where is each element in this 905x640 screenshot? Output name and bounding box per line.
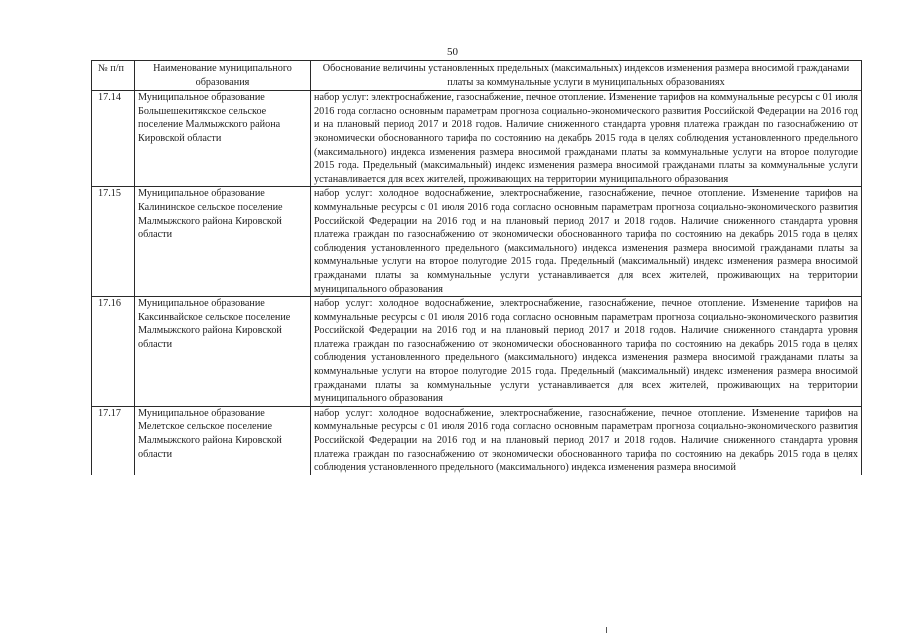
tariff-index-table <box>91 60 862 475</box>
header-justification: Обоснование величины установленных предельных (максимальных) индексов изменения размера вносимой гражданами платы за коммунальные услуги в муниципальных образованиях <box>311 61 862 91</box>
row-number: 17.16 <box>92 297 135 407</box>
row-municipality-name: Муниципальное образование Большешекитякское сельское поселение Малмыжского района Кировской области <box>135 91 311 187</box>
table-row <box>92 187 862 297</box>
row-number: 17.17 <box>92 406 135 474</box>
row-number: 17.14 <box>92 91 135 187</box>
table-row <box>92 406 862 474</box>
row-justification-text: набор услуг: холодное водоснабжение, электроснабжение, газоснабжение, печное отопление. Изменение тарифов на коммунальные ресурсы с 01 июля 2016 года согласно основным параметрам прогноза социально-экономического развития Российской Федерации на 2016 год и на плановый период 2017 и 2018 годов. Наличие сниженного стандарта уровня платежа граждан по газоснабжению от экономически обоснованного тарифа по состоянию на декабрь 2015 года в целях соблюдения установленного предельного (максимального) индекса изменения размера вносимой гражданами платы за коммунальные услуги на второе полугодие 2015 года. Предельный (максимальный) индекс изменения размера вносимой гражданами платы за коммунальные услуги устанавливается для всех жителей, проживающих на территории муниципального образования <box>311 297 862 407</box>
row-justification-text: набор услуг: холодное водоснабжение, электроснабжение, газоснабжение, печное отопление. Изменение тарифов на коммунальные ресурсы с 01 июля 2016 года согласно основным параметрам прогноза социально-экономического развития Российской Федерации на 2016 год и на плановый период 2017 и 2018 годов. Наличие сниженного стандарта уровня платежа граждан по газоснабжению от экономически обоснованного тарифа по состоянию на декабрь 2015 года в целях соблюдения установленного предельного (максимального) индекса изменения размера вносимой гражданами платы за коммунальные услуги на второе полугодие 2015 года. Предельный (максимальный) индекс изменения размера вносимой гражданами платы за коммунальные услуги устанавливается для всех жителей, проживающих на территории муниципального образования <box>311 187 862 297</box>
row-justification-text: набор услуг: электроснабжение, газоснабжение, печное отопление. Изменение тарифов на коммунальные ресурсы с 01 июля 2016 года согласно основным параметрам прогноза социально-экономического развития Российской Федерации на 2016 год и на плановый период 2017 и 2018 годов. Наличие сниженного стандарта уровня платежа граждан по газоснабжению от экономически обоснованного тарифа по состоянию на декабрь 2015 года в целях соблюдения установленного предельного (максимального) индекса изменения размера вносимой гражданами платы за коммунальные услуги на второе полугодие 2015 года. Предельный (максимальный) индекс изменения размера вносимой гражданами платы за коммунальные услуги устанавливается для всех жителей, проживающих на территории муниципального образования <box>311 91 862 187</box>
header-name: Наименование муниципального образования <box>135 61 311 91</box>
header-number: № п/п <box>92 61 135 91</box>
scan-artifact <box>606 627 607 633</box>
row-justification-text: набор услуг: холодное водоснабжение, электроснабжение, газоснабжение, печное отопление. Изменение тарифов на коммунальные ресурсы с 01 июля 2016 года согласно основным параметрам прогноза социально-экономического развития Российской Федерации на 2016 год и на плановый период 2017 и 2018 годов. Наличие сниженного стандарта уровня платежа граждан по газоснабжению от экономически обоснованного тарифа по состоянию на декабрь 2015 года в целях соблюдения установленного предельного (максимального) индекса изменения размера вносимой <box>311 406 862 474</box>
row-municipality-name: Муниципальное образование Каксинвайское сельское поселение Малмыжского района Кировской области <box>135 297 311 407</box>
row-municipality-name: Муниципальное образование Калининское сельское поселение Малмыжского района Кировской области <box>135 187 311 297</box>
row-municipality-name: Муниципальное образование Мелетское сельское поселение Малмыжского района Кировской области <box>135 406 311 474</box>
row-number: 17.15 <box>92 187 135 297</box>
page-number: 50 <box>447 46 458 58</box>
table-row <box>92 91 862 187</box>
table-header-row <box>92 61 862 91</box>
table-row <box>92 297 862 407</box>
